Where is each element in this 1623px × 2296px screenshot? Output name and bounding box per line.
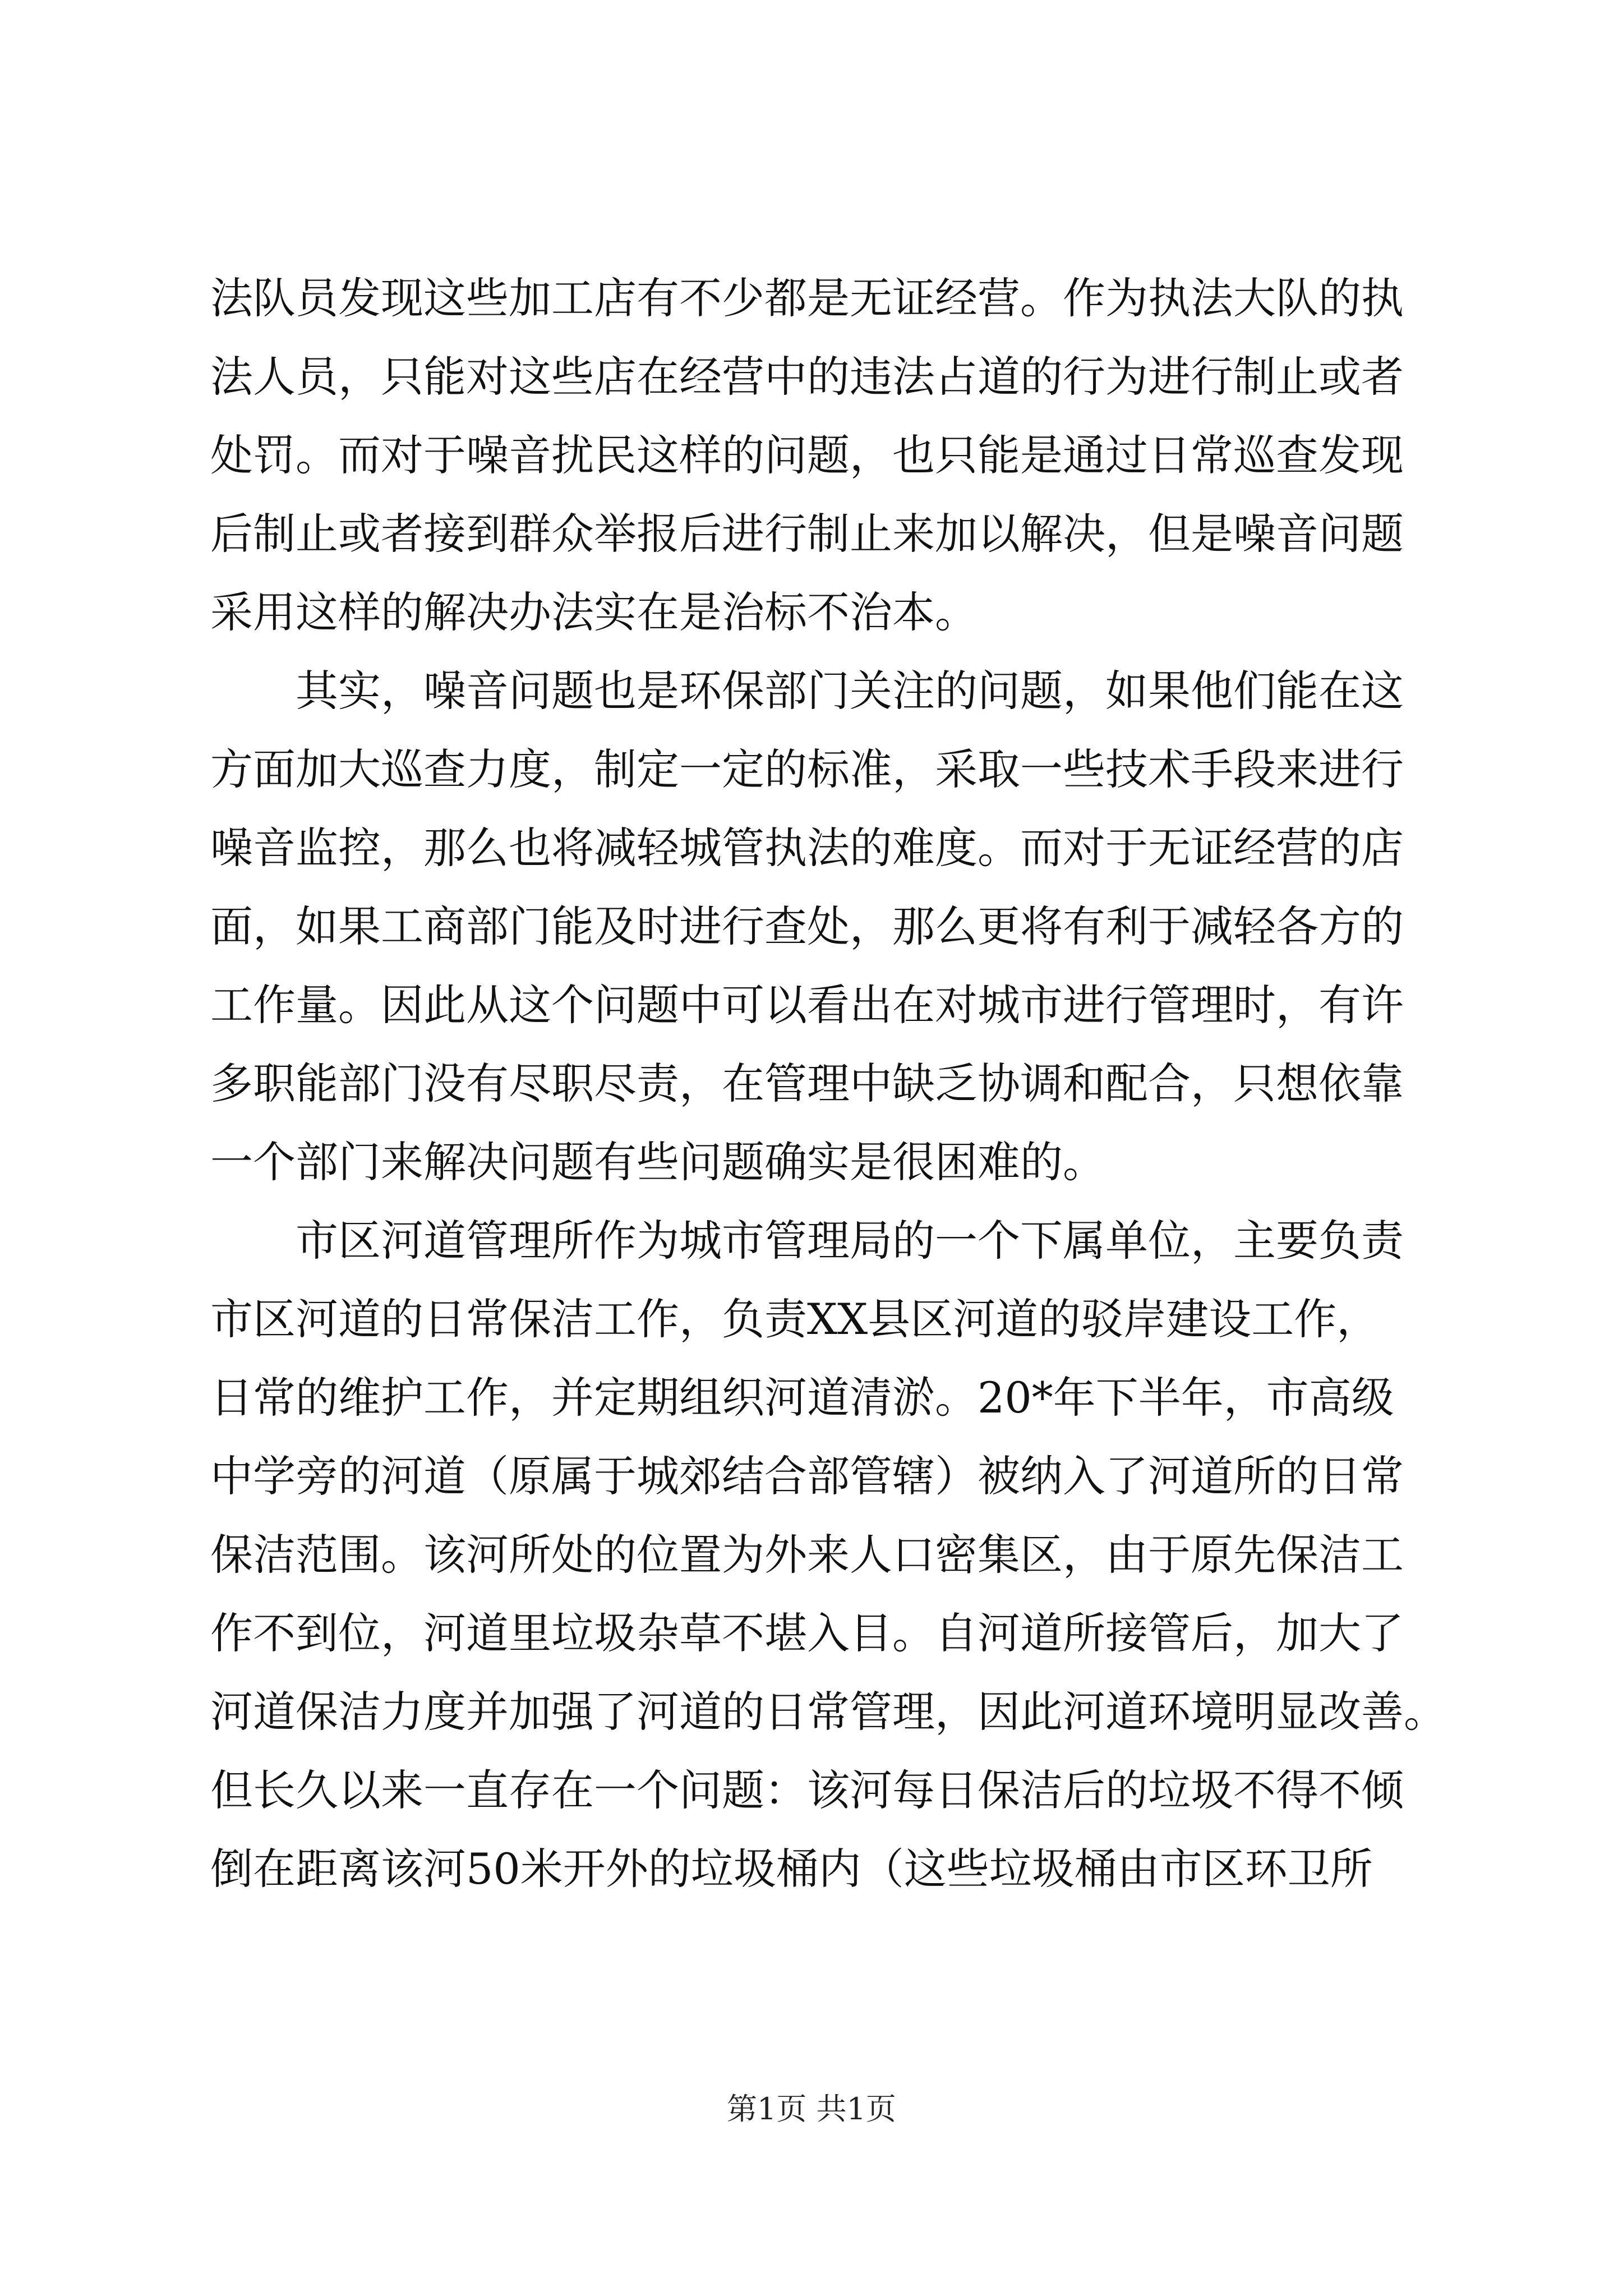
text-line: 处罚。而对于噪音扰民这样的问题，也只能是通过日常巡查发现 — [210, 430, 1404, 480]
text-line: 河道保洁力度并加强了河道的日常管理，因此河道环境明显改善。 — [210, 1687, 1446, 1737]
text-line: 中学旁的河道（原属于城郊结合部管辖）被纳入了河道所的日常 — [210, 1451, 1404, 1501]
text-line: 作不到位，河道里垃圾杂草不堪入目。自河道所接管后，加大了 — [210, 1608, 1404, 1658]
text-line: 噪音监控，那么也将减轻城管执法的难度。而对于无证经营的店 — [210, 823, 1404, 873]
text-line: 保洁范围。该河所处的位置为外来人口密集区，由于原先保洁工 — [210, 1530, 1404, 1580]
text-line: 方面加大巡查力度，制定一定的标准，采取一些技术手段来进行 — [210, 744, 1404, 794]
text-line: 工作量。因此从这个问题中可以看出在对城市进行管理时，有许 — [210, 980, 1404, 1030]
text-line: 倒在距离该河50米开外的垃圾桶内（这些垃圾桶由市区环卫所 — [210, 1844, 1373, 1894]
text-line: 法队员发现这些加工店有不少都是无证经营。作为执法大队的执 — [210, 273, 1404, 323]
body-text — [210, 259, 1446, 1908]
text-line: 一个部门来解决问题有些问题确实是很困难的。 — [210, 1137, 1105, 1187]
text-line: 其实，噪音问题也是环保部门关注的问题，如果他们能在这 — [210, 666, 1404, 716]
text-line: 日常的维护工作，并定期组织河道清淤。20*年下半年，市高级 — [210, 1373, 1394, 1423]
text-line: 市区河道的日常保洁工作，负责XX县区河道的驳岸建设工作， — [210, 1294, 1380, 1344]
text-line: 采用这样的解决办法实在是治标不治本。 — [210, 587, 978, 637]
text-line: 面，如果工商部门能及时进行查处，那么更将有利于减轻各方的 — [210, 901, 1404, 951]
page-footer: 第1页 共1页 — [727, 2091, 896, 2127]
text-line: 市区河道管理所作为城市管理局的一个下属单位，主要负责 — [210, 1216, 1404, 1266]
text-line: 法人员，只能对这些店在经营中的违法占道的行为进行制止或者 — [210, 352, 1404, 402]
text-line: 但长久以来一直存在一个问题：该河每日保洁后的垃圾不得不倾 — [210, 1765, 1404, 1815]
text-line: 多职能部门没有尽职尽责，在管理中缺乏协调和配合，只想依靠 — [210, 1059, 1404, 1108]
text-line: 后制止或者接到群众举报后进行制止来加以解决，但是噪音问题 — [210, 509, 1404, 559]
